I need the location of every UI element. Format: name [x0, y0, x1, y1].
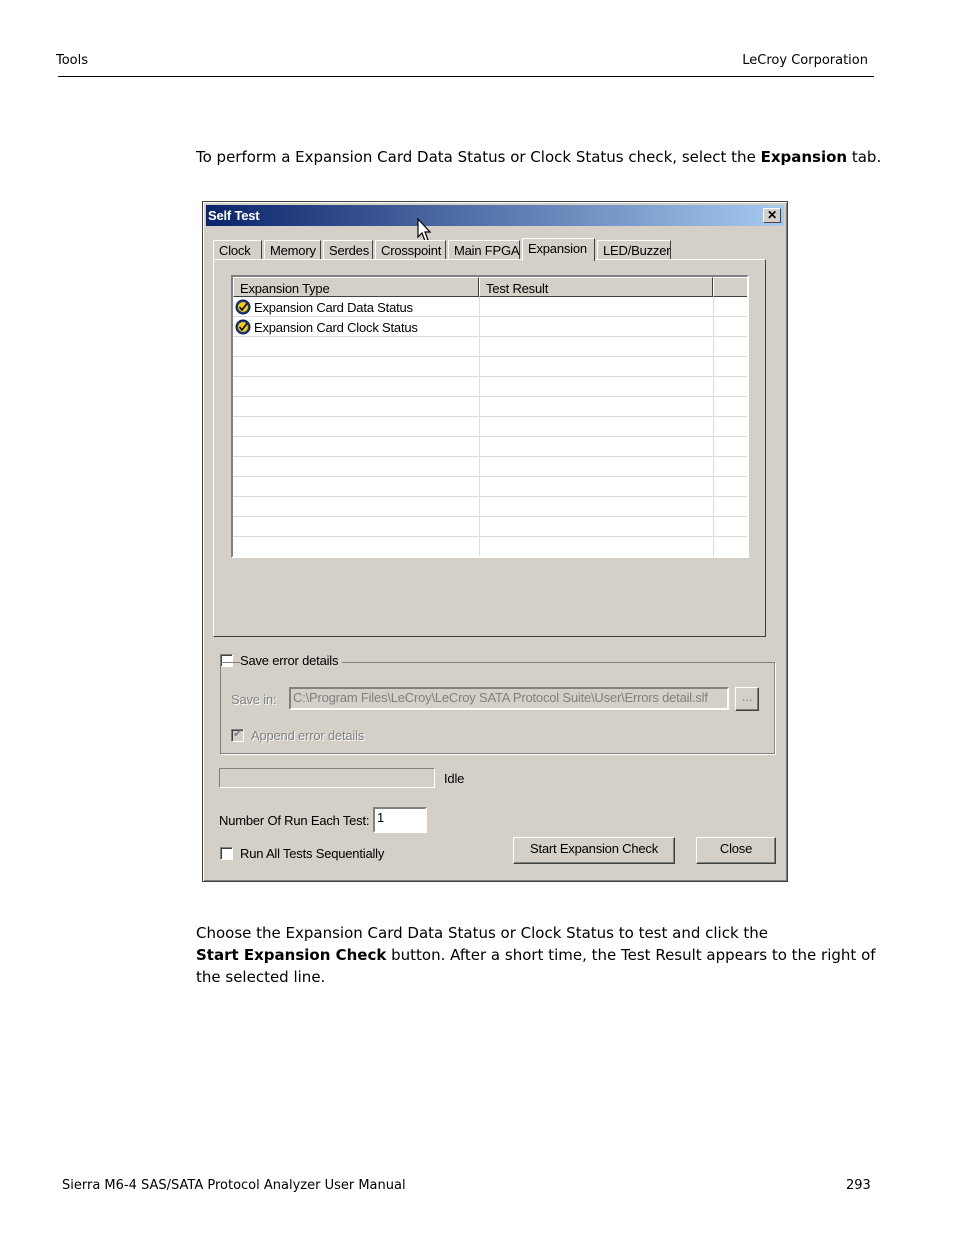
- empty-row: [233, 337, 747, 357]
- row-type-cell: [233, 317, 480, 337]
- save-error-details-label: Save error details: [240, 653, 342, 668]
- instruction-bold: Start Expansion Check: [196, 946, 387, 964]
- row-type-text: Expansion Card Data Status: [254, 300, 413, 315]
- empty-row: [233, 517, 747, 537]
- tab-crosspoint[interactable]: Crosspoint: [375, 240, 446, 260]
- row-type-text: Expansion Card Clock Status: [254, 320, 418, 335]
- browse-button[interactable]: ...: [735, 687, 759, 711]
- intro-text-end: tab.: [847, 148, 882, 166]
- run-all-checkbox[interactable]: [220, 847, 233, 860]
- instruction-rest: button. After a short time, the Test Result appears to the right of the selected line.: [196, 946, 876, 986]
- empty-row: [233, 477, 747, 497]
- row-result-cell: [480, 317, 714, 337]
- check-badge-icon: [235, 299, 251, 315]
- checkmark-icon: ✔: [233, 728, 243, 740]
- append-error-label: Append error details: [251, 728, 365, 743]
- tab-memory[interactable]: Memory: [264, 240, 321, 260]
- page-header-left: Tools: [56, 53, 89, 68]
- progress-bar: [219, 768, 435, 788]
- empty-row: [233, 437, 747, 457]
- table-row[interactable]: [233, 317, 747, 337]
- header-rule: [58, 76, 874, 77]
- dialog-title: Self Test: [208, 208, 260, 223]
- intro-paragraph: [196, 147, 881, 167]
- instruction-line1: Choose the Expansion Card Data Status or Clock Status to test and click the: [196, 924, 769, 942]
- empty-row: [233, 397, 747, 417]
- page-header-right: LeCroy Corporation: [742, 53, 868, 68]
- expansion-tab-panel: [213, 259, 766, 637]
- empty-row: [233, 417, 747, 437]
- save-path-input[interactable]: C:\Program Files\LeCroy\LeCroy SATA Protocol Suite\User\Errors detail.slf: [289, 687, 729, 710]
- empty-row: [233, 497, 747, 517]
- page-number: 293: [846, 1178, 871, 1193]
- close-icon[interactable]: ✕: [763, 208, 781, 223]
- empty-row: [233, 457, 747, 477]
- status-text: Idle: [444, 771, 465, 786]
- row-type-cell: [233, 297, 480, 317]
- empty-row: [233, 357, 747, 377]
- tab-serdes[interactable]: Serdes: [323, 240, 373, 260]
- self-test-dialog: [202, 201, 788, 882]
- tab-led-buzzer[interactable]: LED/Buzzer: [597, 240, 671, 260]
- tab-expansion[interactable]: Expansion: [522, 238, 595, 261]
- tab-clock[interactable]: Clock: [213, 240, 262, 260]
- tab-main-fpga[interactable]: Main FPGA: [448, 240, 520, 260]
- list-header: [233, 277, 747, 297]
- runs-label: Number Of Run Each Test:: [219, 813, 370, 828]
- row-result-cell: [480, 297, 714, 317]
- table-row[interactable]: [233, 297, 747, 317]
- start-expansion-check-button[interactable]: Start Expansion Check: [513, 837, 675, 864]
- footer-title: Sierra M6-4 SAS/SATA Protocol Analyzer User Manual: [62, 1178, 406, 1193]
- check-badge-icon: [235, 319, 251, 335]
- empty-row: [233, 377, 747, 397]
- runs-input[interactable]: 1: [373, 807, 427, 833]
- column-test-result[interactable]: Test Result: [479, 277, 713, 297]
- close-button[interactable]: Close: [696, 837, 776, 864]
- instruction-paragraph: [196, 922, 876, 988]
- column-empty: [713, 277, 749, 297]
- append-error-checkbox[interactable]: [231, 729, 244, 742]
- dialog-titlebar[interactable]: [206, 205, 784, 226]
- save-in-label: Save in:: [231, 692, 277, 707]
- run-all-label: Run All Tests Sequentially: [240, 846, 385, 861]
- intro-text: To perform a Expansion Card Data Status or Clock Status check, select the: [196, 148, 761, 166]
- expansion-list[interactable]: [231, 275, 749, 558]
- intro-bold: Expansion: [760, 148, 848, 166]
- column-expansion-type[interactable]: Expansion Type: [233, 277, 479, 297]
- empty-row: [233, 537, 747, 557]
